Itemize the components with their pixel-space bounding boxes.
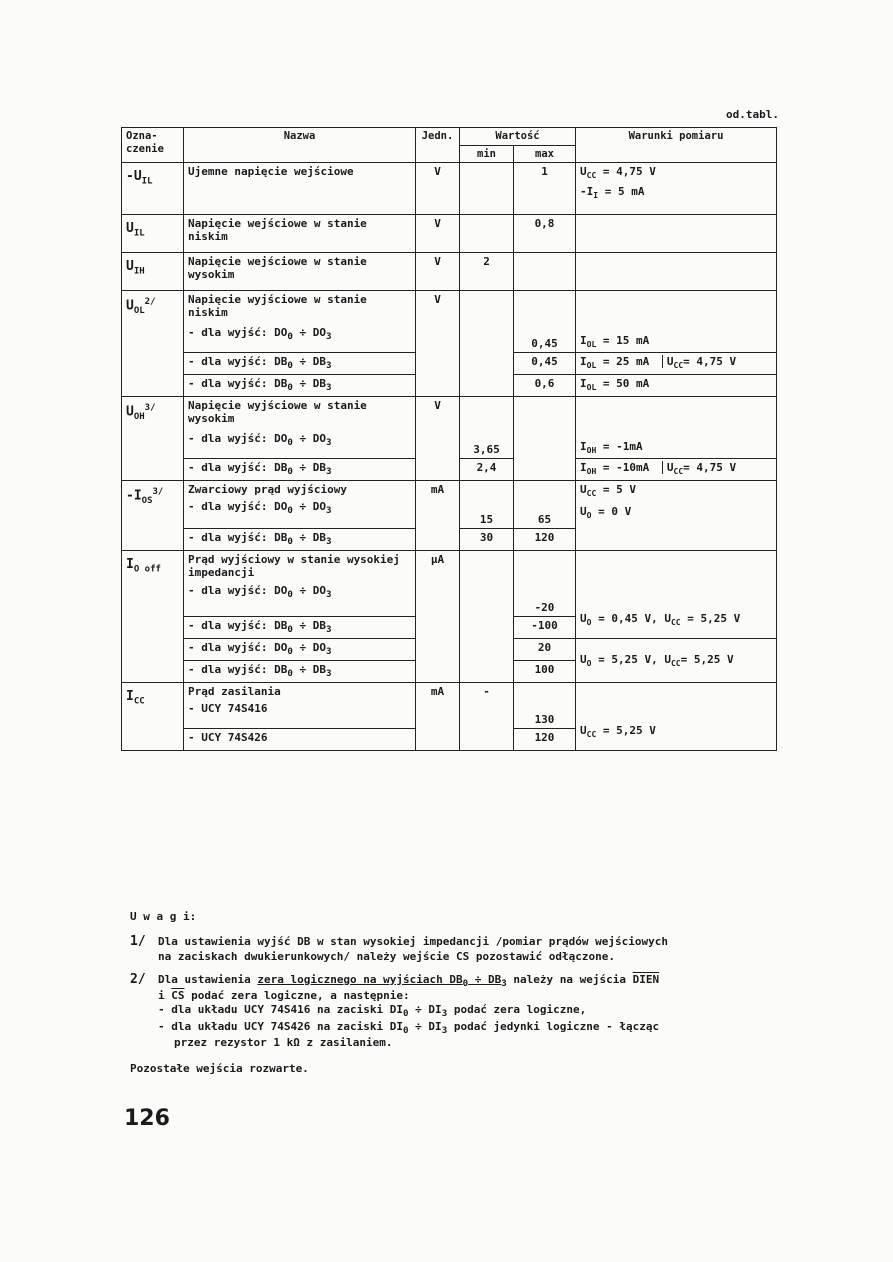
symbol-cell: $I_{CC}$ <box>122 683 184 751</box>
condition-cell: $I_{OH} = -1mA$ <box>576 397 777 459</box>
min-cell: 15 <box>460 481 514 529</box>
max-cell: 130 <box>514 683 576 729</box>
header-max: max <box>514 145 576 163</box>
table-row <box>122 683 777 729</box>
max-cell: -100 <box>514 617 576 639</box>
parameters-table <box>121 127 777 751</box>
symbol-cell: $U_{OH}^{3/}$ <box>122 397 184 481</box>
unit-cell: mA <box>416 683 460 751</box>
name-cell: Napięcie wejściowe w stanie niskim <box>184 215 416 253</box>
max-cell: -20 <box>514 551 576 617</box>
condition-cell: $I_{OL} = 25$ mA $U_{CC}= 4,75$ V <box>576 353 777 375</box>
max-cell: 0,45 <box>514 291 576 353</box>
subitem-cell: - dla wyjść: $DB_0 \div DB_3$ <box>184 661 416 683</box>
note-2-line-5: przez rezystor 1 kΩ z zasilaniem. <box>174 1036 393 1050</box>
note-1-line-2: na zaciskach dwukierunkowych/ należy wejście CS pozostawić odłączone. <box>158 950 615 963</box>
max-cell: 120 <box>514 729 576 751</box>
unit-cell: µA <box>416 551 460 683</box>
symbol-cell: $U_{IL}$ <box>122 215 184 253</box>
table-row <box>122 291 777 353</box>
shared-condition: $U_{CC}= 4,75$ V <box>662 461 736 474</box>
name-cell: Napięcie wyjściowe w stanie niskim - dla wyjść: $DO_0 \div DO_3$ <box>184 291 416 353</box>
name-cell: Ujemne napięcie wejściowe <box>184 163 416 215</box>
symbol-cell: $I_{O off}$ <box>122 551 184 683</box>
note-2-line-2: i $\overline{CS}$ podać zera logiczne, a następnie: <box>158 989 410 1003</box>
max-cell: 0,6 <box>514 375 576 397</box>
condition-cell: $I_{OH} = -10mA$ $U_{CC}= 4,75$ V <box>576 459 777 481</box>
min-cell: 2,4 <box>460 459 514 481</box>
header-symbol: Ozna- czenie <box>122 128 184 163</box>
shared-condition: $U_{CC}= 4,75$ V <box>662 355 736 368</box>
max-cell: 1 <box>514 163 576 215</box>
note-2-line-3: - dla układu UCY 74S416 na zaciski $DI_0 \div DI_3$ podać zera logiczne, <box>158 1003 587 1020</box>
name-cell: Napięcie wyjściowe w stanie wysokim - dla wyjść: $DO_0 \div DO_3$ <box>184 397 416 459</box>
max-cell: 65 <box>514 481 576 529</box>
note-2: 2/ Dla ustawienia zera logicznego na wyjściach $DB_0 \div DB_3$ należy na wejścia DIEN <box>130 971 660 989</box>
header-unit: Jedn. <box>416 128 460 163</box>
subitem-cell: - dla wyjść: $DO_0 \div DO_3$ <box>184 639 416 661</box>
subitem-cell: - dla wyjść: $DB_0 \div DB_3$ <box>184 375 416 397</box>
condition-cell: $U_{CC} = 4,75$ V $-I_I = 5$ mA <box>576 163 777 215</box>
condition-cell: $U_O = 0,45$ V, $U_{CC} = 5,25$ V <box>576 551 777 639</box>
subitem-cell: - dla wyjść: $DB_0 \div DB_3$ <box>184 529 416 551</box>
max-cell: 100 <box>514 661 576 683</box>
unit-cell: V <box>416 253 460 291</box>
min-cell: 2 <box>460 253 514 291</box>
table-row <box>122 215 777 253</box>
condition-cell: $U_O = 5,25$ V, $U_{CC}= 5,25$ V <box>576 639 777 683</box>
min-cell: - <box>460 683 514 751</box>
subitem-cell: - dla wyjść: $DB_0 \div DB_3$ <box>184 617 416 639</box>
header-value: Wartość <box>460 128 576 146</box>
page-number: 126 <box>124 1106 170 1131</box>
name-cell: Zwarciowy prąd wyjściowy - dla wyjść: $DO_0 \div DO_3$ <box>184 481 416 529</box>
name-cell: Prąd zasilania - UCY 74S416 <box>184 683 416 729</box>
name-cell: Prąd wyjściowy w stanie wysokiej impedancji - dla wyjść: $DO_0 \div DO_3$ <box>184 551 416 617</box>
header-min: min <box>460 145 514 163</box>
note-1: 1/ Dla ustawienia wyjść DB w stan wysokiej impedancji /pomiar prądów wejściowych <box>130 933 668 949</box>
min-cell: 30 <box>460 529 514 551</box>
subitem-cell: - dla wyjść: $DB_0 \div DB_3$ <box>184 459 416 481</box>
notes-title: U w a g i: <box>130 910 197 923</box>
min-cell: 3,65 <box>460 397 514 459</box>
header-row <box>122 128 777 146</box>
table-row <box>122 551 777 617</box>
condition-cell: $I_{OL} = 15$ mA <box>576 291 777 353</box>
symbol-cell: $-U_{IL}$ <box>122 163 184 215</box>
table-row <box>122 397 777 459</box>
unit-cell: mA <box>416 481 460 551</box>
table-row <box>122 163 777 215</box>
notes-section <box>130 910 770 1076</box>
unit-cell: V <box>416 163 460 215</box>
max-cell: 0,8 <box>514 215 576 253</box>
unit-cell: V <box>416 291 460 397</box>
unit-cell: V <box>416 215 460 253</box>
continuation-label: od.tabl. <box>726 108 779 121</box>
max-cell: 20 <box>514 639 576 661</box>
note-2-line-4: - dla układu UCY 74S426 na zaciski $DI_0 \div DI_3$ podać jedynki logiczne - łącząc <box>158 1019 660 1036</box>
table-row <box>122 253 777 291</box>
name-cell: Napięcie wejściowe w stanie wysokim <box>184 253 416 291</box>
symbol-cell: $U_{OL}^{2/}$ <box>122 291 184 397</box>
header-name: Nazwa <box>184 128 416 163</box>
condition-cell: $I_{OL} = 50$ mA <box>576 375 777 397</box>
max-cell: 0,45 <box>514 353 576 375</box>
unit-cell: V <box>416 397 460 481</box>
subitem-cell: - UCY 74S426 <box>184 729 416 751</box>
symbol-cell: $U_{IH}$ <box>122 253 184 291</box>
table-row <box>122 481 777 529</box>
condition-cell: $U_{CC} = 5,25$ V <box>576 683 777 751</box>
condition-cell: $U_{CC} = 5$ V $U_O = 0$ V <box>576 481 777 551</box>
subitem-cell: - dla wyjść: $DB_0 \div DB_3$ <box>184 353 416 375</box>
header-conditions: Warunki pomiaru <box>576 128 777 163</box>
note-last: Pozostałe wejścia rozwarte. <box>130 1062 309 1076</box>
symbol-cell: $-I_{OS}^{3/}$ <box>122 481 184 551</box>
max-cell: 120 <box>514 529 576 551</box>
